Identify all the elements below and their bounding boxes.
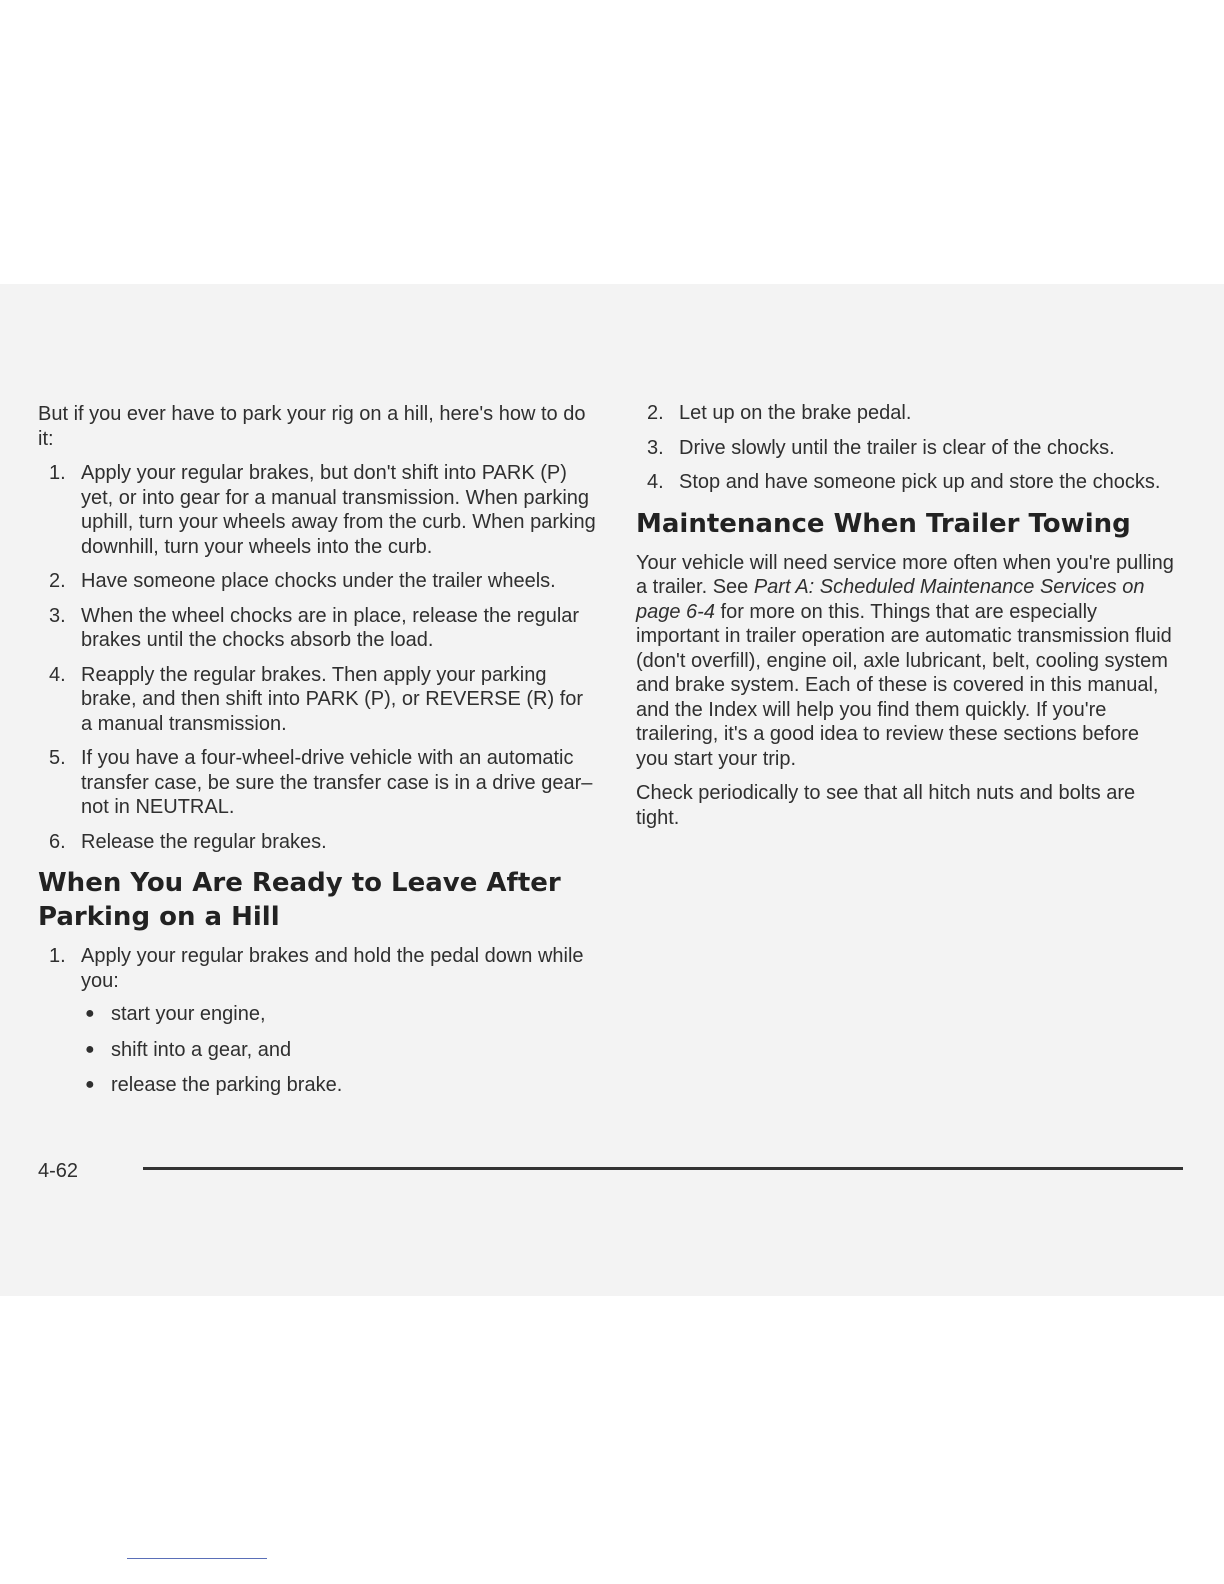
step-number: 1.: [49, 462, 66, 484]
step-number: 6.: [49, 830, 66, 853]
bullet-text: shift into a gear, and: [111, 1038, 292, 1061]
step-text: Let up on the brake pedal.: [679, 402, 912, 424]
bottom-divider: [127, 1558, 267, 1559]
right-column: [636, 401, 1176, 840]
list-item: [81, 1038, 598, 1063]
footer-divider: [143, 1167, 1183, 1170]
list-item: [636, 436, 1176, 461]
step-number: 1.: [49, 945, 66, 967]
step-text: Drive slowly until the trailer is clear of the chocks.: [679, 436, 1115, 459]
step-text: Have someone place chocks under the trailer wheels.: [81, 570, 556, 592]
list-item: [38, 663, 598, 737]
list-item: [38, 944, 598, 1098]
step-number: 5.: [49, 747, 66, 769]
step-number: 2.: [647, 402, 664, 424]
leave-steps-continued-list: [636, 401, 1176, 495]
list-item: [636, 401, 1176, 426]
bullet-icon: ●: [85, 1040, 95, 1058]
step-text: Apply your regular brakes and hold the pedal down while you:: [81, 945, 584, 992]
intro-paragraph: But if you ever have to park your rig on a hill, here's how to do it:: [38, 403, 586, 450]
bullet-icon: ●: [85, 1005, 95, 1022]
list-item: [38, 830, 598, 855]
bullet-text: start your engine,: [111, 1003, 266, 1025]
step-text: Apply your regular brakes, but don't shift into PARK (P) yet, or into gear for a manual transmission. When parking uphill, turn your wheels away from the curb. When parking downhill, turn your wheels into the curb.: [81, 462, 596, 558]
step-text: When the wheel chocks are in place, release the regular brakes until the chocks absorb the load.: [81, 604, 580, 651]
step-number: 2.: [49, 570, 66, 592]
list-item: [38, 461, 598, 559]
leave-steps-list: [38, 944, 598, 1098]
step-number: 3.: [647, 436, 664, 459]
step-text: Stop and have someone pick up and store the chocks.: [679, 471, 1161, 493]
list-item: [38, 569, 598, 594]
list-item: [81, 1073, 598, 1098]
section-heading-leave-hill: When You Are Ready to Leave After Parking on a Hill: [38, 868, 561, 932]
step-text: Reapply the regular brakes. Then apply your parking brake, and then shift into PARK (P), or REVERSE (R) for a manual transmission.: [81, 663, 584, 735]
cross-reference: Part A: Scheduled Maintenance Services on page 6-4: [636, 576, 1145, 623]
list-item: [38, 604, 598, 653]
bullet-text: release the parking brake.: [111, 1074, 343, 1096]
parking-steps-list: [38, 461, 598, 854]
step-text: Release the regular brakes.: [81, 830, 327, 853]
list-item: [81, 1002, 598, 1027]
paragraph-text: Your vehicle will need service more often when you're pulling a trailer. See: [636, 551, 1174, 598]
step-number: 4.: [49, 663, 66, 686]
sub-bullet-list: [81, 1002, 598, 1098]
step-text: If you have a four-wheel-drive vehicle with an automatic transfer case, be sure the transfer case is in a drive gear–not in NEUTRAL.: [81, 747, 593, 818]
list-item: [636, 470, 1176, 495]
paragraph-text: for more on this. Things that are especially important in trailer operation are automatic transmission fluid (don't overfill), engine oil, axle lubricant, belt, cooling system and brake system. Each of these is covered in this manual, and the Index will help you find them quickly. If you're trailering, it's a good idea to review these sections before you start your trip.: [636, 600, 1172, 770]
page-number: 4-62: [38, 1160, 79, 1182]
bullet-icon: ●: [85, 1076, 95, 1093]
check-paragraph: Check periodically to see that all hitch nuts and bolts are tight.: [636, 782, 1136, 829]
maintenance-paragraph: [636, 551, 1176, 772]
step-number: 4.: [647, 471, 664, 493]
left-column: [38, 402, 598, 1109]
list-item: [38, 746, 598, 820]
step-number: 3.: [49, 604, 66, 627]
section-heading-maintenance: Maintenance When Trailer Towing: [636, 508, 1131, 539]
